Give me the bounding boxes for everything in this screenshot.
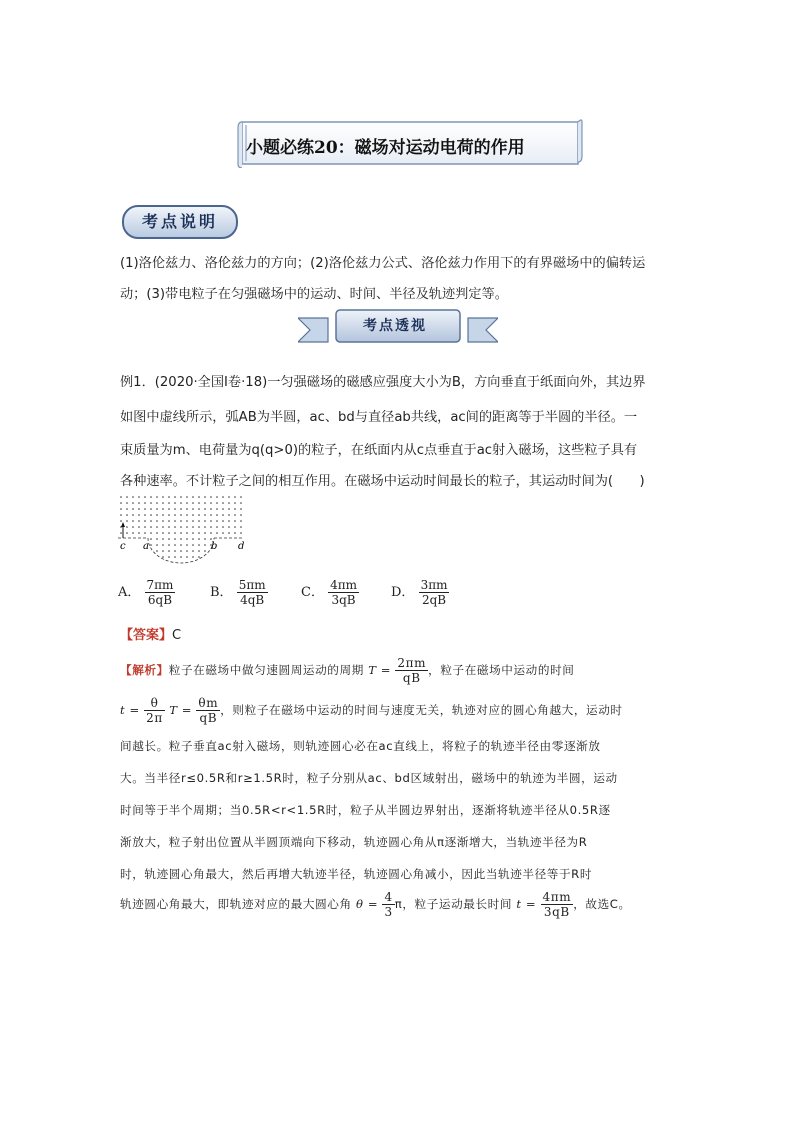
field-dot [210, 496, 212, 498]
magnetic-field-figure [118, 494, 250, 570]
field-dot [180, 514, 182, 516]
field-dot [156, 544, 158, 546]
field-dot [234, 520, 236, 522]
field-dot [132, 514, 134, 516]
field-dot [192, 550, 194, 552]
field-dot [192, 544, 194, 546]
field-dot [126, 508, 128, 510]
analysis-line-2: t = $\frac{\theta}{2\pi}$ T = $\frac{\theta m}{qB}$ ，则粒子在磁场中运动的时间与速度无关，轨迹对应的圆心角越大，运动时 [120, 696, 623, 725]
field-dot [138, 532, 140, 534]
field-dot [234, 526, 236, 528]
label-c: c [120, 541, 126, 552]
question-line-1: 例1．(2020·全国Ⅰ卷·18)一匀强磁场的磁感应强度大小为B，方向垂直于纸面向外，其边界 [120, 375, 646, 390]
field-dot [198, 520, 200, 522]
arrow-head-icon [121, 522, 125, 527]
max-time-fraction: $\frac{4\pi m}{3qB}$ [542, 890, 572, 919]
field-dot [150, 502, 152, 504]
field-dot [156, 496, 158, 498]
field-dot [162, 544, 164, 546]
field-dot [168, 538, 170, 540]
field-dot [120, 532, 122, 534]
field-dot [204, 520, 206, 522]
field-dot [204, 532, 206, 534]
field-dot [204, 514, 206, 516]
field-dot [168, 532, 170, 534]
field-dot [132, 502, 134, 504]
analysis-line-3: 间越长。粒子垂直ac射入磁场，则轨迹圆心必在ac直线上，将粒子的轨迹半径由零逐渐放 [120, 739, 601, 753]
field-dot [234, 532, 236, 534]
field-dot [174, 526, 176, 528]
field-dot [150, 514, 152, 516]
field-dot [180, 520, 182, 522]
field-dot [156, 514, 158, 516]
field-dot [234, 496, 236, 498]
field-dot [216, 508, 218, 510]
label-d: d [238, 541, 245, 552]
field-dot [144, 508, 146, 510]
field-dot [126, 502, 128, 504]
section-badge-exam-points: 考点说明 [141, 212, 218, 231]
field-dot [174, 556, 176, 558]
field-dot [180, 532, 182, 534]
field-dot [228, 514, 230, 516]
field-dot [168, 514, 170, 516]
field-dot [174, 538, 176, 540]
field-dot [168, 502, 170, 504]
field-dot [162, 532, 164, 534]
field-dot [162, 556, 164, 558]
field-dot [192, 556, 194, 558]
field-dot [186, 508, 188, 510]
field-dot [192, 502, 194, 504]
field-dot [240, 502, 242, 504]
option-a-fraction: $\frac{7\pi m}{6qB}$ [146, 578, 174, 607]
field-dot [192, 520, 194, 522]
field-dot [240, 526, 242, 528]
answer-value: C [172, 628, 182, 643]
field-dot [204, 544, 206, 546]
field-dot [204, 526, 206, 528]
period-formula: $\frac{2\pi m}{qB}$ [397, 656, 427, 685]
option-d[interactable]: D． $\frac{3\pi m}{2qB}$ [391, 578, 448, 607]
field-dot [150, 532, 152, 534]
field-dot [192, 508, 194, 510]
analysis-line-8: 轨迹圆心角最大，即轨迹对应的最大圆心角 θ = $\frac{4}{3}$ π，粒子运动最长时间 t = $\frac{4\pi m}{3qB}$ ，故选C。 [120, 890, 631, 919]
field-dot [210, 532, 212, 534]
field-dot [126, 496, 128, 498]
field-dot [240, 520, 242, 522]
field-dot [120, 520, 122, 522]
exam-points-line-2: 动；(3)带电粒子在匀强磁场中的运动、时间、半径及轨迹判定等。 [120, 287, 508, 302]
field-dot [240, 532, 242, 534]
field-dot [210, 514, 212, 516]
field-dot [120, 502, 122, 504]
field-dot [216, 514, 218, 516]
field-dot [168, 556, 170, 558]
field-dot [234, 514, 236, 516]
field-dot [150, 526, 152, 528]
field-dot [162, 550, 164, 552]
field-dot [156, 532, 158, 534]
field-dot [126, 514, 128, 516]
field-dot [180, 502, 182, 504]
field-dot [198, 496, 200, 498]
field-dot [156, 538, 158, 540]
field-dot [132, 520, 134, 522]
field-dot [162, 508, 164, 510]
field-dot [240, 508, 242, 510]
field-dot [174, 544, 176, 546]
question-line-3: 束质量为m、电荷量为q(q>0)的粒子，在纸面内从c点垂直于ac射入磁场，这些粒子具有 [120, 443, 638, 458]
field-dot [144, 502, 146, 504]
field-dot [222, 520, 224, 522]
option-c[interactable]: C． $\frac{4\pi m}{3qB}$ [301, 578, 357, 607]
field-dot [180, 526, 182, 528]
field-dot [150, 496, 152, 498]
field-dot [186, 556, 188, 558]
field-dot [168, 550, 170, 552]
field-dot [162, 502, 164, 504]
field-dot [150, 544, 152, 546]
option-c-fraction: $\frac{4\pi m}{3qB}$ [330, 578, 357, 607]
time-fraction-2: $\frac{\theta m}{qB}$ [198, 696, 219, 725]
option-a[interactable]: A． $\frac{7\pi m}{6qB}$ [118, 578, 174, 607]
field-dot [198, 514, 200, 516]
field-dot [168, 520, 170, 522]
field-dot [186, 496, 188, 498]
section-ribbon-exam-insight: 考点透视 [363, 318, 427, 334]
field-dot [198, 502, 200, 504]
field-dot [120, 496, 122, 498]
field-dot [198, 508, 200, 510]
field-dot [240, 514, 242, 516]
option-b[interactable]: B． $\frac{5\pi m}{4qB}$ [210, 578, 266, 607]
field-dots [120, 496, 245, 558]
field-dot [174, 502, 176, 504]
field-dot [132, 496, 134, 498]
field-dot [204, 502, 206, 504]
field-dot [192, 526, 194, 528]
max-angle-fraction: $\frac{4}{3}$ [384, 890, 393, 919]
field-dot [186, 544, 188, 546]
exam-points-line-1: (1)洛伦兹力、洛伦兹力的方向；(2)洛伦兹力公式、洛伦兹力作用下的有界磁场中的偏转运 [120, 256, 646, 271]
label-a: a [143, 541, 149, 552]
time-fraction-1: $\frac{\theta}{2\pi}$ [146, 696, 163, 725]
field-dot [186, 502, 188, 504]
field-dot [174, 532, 176, 534]
field-dot [162, 496, 164, 498]
field-dot [144, 496, 146, 498]
field-dot [180, 550, 182, 552]
field-dot [138, 508, 140, 510]
field-dot [198, 532, 200, 534]
field-dot [156, 508, 158, 510]
field-dot [120, 508, 122, 510]
field-dot [198, 526, 200, 528]
analysis-line-1: 【解析】粒子在磁场中做匀速圆周运动的周期 T = $\frac{2\pi m}{qB}$ ，粒子在磁场中运动的时间 [120, 656, 575, 685]
field-dot [228, 526, 230, 528]
field-dot [234, 508, 236, 510]
option-b-fraction: $\frac{5\pi m}{4qB}$ [238, 578, 266, 607]
field-dot [138, 514, 140, 516]
field-dot [222, 532, 224, 534]
field-dot [162, 538, 164, 540]
field-dot [144, 532, 146, 534]
label-b: b [211, 541, 218, 552]
field-dot [216, 520, 218, 522]
field-dot [168, 508, 170, 510]
field-dot [174, 514, 176, 516]
field-dot [180, 508, 182, 510]
page-title: 小题必练20：磁场对运动电荷的作用 [246, 138, 525, 158]
field-dot [174, 508, 176, 510]
field-dot [234, 502, 236, 504]
field-dot [216, 496, 218, 498]
analysis-label: 【解析】 [120, 663, 169, 677]
field-dot [228, 502, 230, 504]
field-dot [168, 496, 170, 498]
field-dot [120, 514, 122, 516]
field-dot [156, 550, 158, 552]
field-dot [228, 520, 230, 522]
field-dot [138, 520, 140, 522]
field-dot [222, 508, 224, 510]
analysis-line-6: 渐放大，粒子射出位置从半圆顶端向下移动，轨迹圆心角从π逐渐增大，当轨迹半径为R [120, 835, 588, 849]
field-dot [168, 526, 170, 528]
field-dot [204, 550, 206, 552]
question-line-4: 各种速率。不计粒子之间的相互作用。在磁场中运动时间最长的粒子，其运动时间为( ) [120, 474, 645, 489]
analysis-line-7: 时，轨迹圆心角最大，然后再增大轨迹半径，轨迹圆心角减小，因此当轨迹半径等于R时 [120, 867, 593, 881]
field-dot [174, 550, 176, 552]
field-dot [204, 538, 206, 540]
field-dot [198, 556, 200, 558]
field-dot [186, 532, 188, 534]
field-dot [210, 508, 212, 510]
field-dot [192, 532, 194, 534]
analysis-line-4: 大。当半径r≤0.5R和r≥1.5R时，粒子分别从ac、bd区域射出，磁场中的轨迹为半圆，运动 [120, 771, 618, 785]
field-dot [132, 508, 134, 510]
field-dot [216, 502, 218, 504]
field-dot [162, 526, 164, 528]
field-dot [138, 502, 140, 504]
field-dot [228, 508, 230, 510]
field-dot [210, 538, 212, 540]
field-dot [126, 526, 128, 528]
field-dot [138, 526, 140, 528]
field-dot [192, 514, 194, 516]
field-dot [186, 550, 188, 552]
field-dot [180, 544, 182, 546]
field-dot [198, 550, 200, 552]
field-dot [132, 532, 134, 534]
field-dot [198, 544, 200, 546]
field-dot [150, 508, 152, 510]
question-line-2: 如图中虚线所示，弧AB为半圆，ac、bd与直径ab共线，ac间的距离等于半圆的半径。一 [120, 410, 638, 425]
field-dot [204, 496, 206, 498]
field-dot [132, 526, 134, 528]
field-dot [204, 508, 206, 510]
field-dot [186, 520, 188, 522]
field-dot [174, 496, 176, 498]
field-dot [144, 526, 146, 528]
field-dot [156, 502, 158, 504]
field-dot [228, 496, 230, 498]
field-dot [228, 532, 230, 534]
field-dot [186, 526, 188, 528]
field-dot [192, 496, 194, 498]
field-dot [162, 520, 164, 522]
field-dot [138, 496, 140, 498]
field-dot [210, 502, 212, 504]
analysis-line-5: 时间等于半个周期；当0.5R<r<1.5R时，粒子从半圆边界射出，逐渐将轨迹半径从0.5R逐 [120, 803, 611, 817]
field-dot [198, 538, 200, 540]
answer-label: 【答案】 [120, 628, 173, 643]
field-dot [126, 520, 128, 522]
field-dot [180, 496, 182, 498]
field-dot [156, 526, 158, 528]
field-dot [210, 526, 212, 528]
field-dot [222, 526, 224, 528]
field-dot [180, 538, 182, 540]
field-dot [150, 520, 152, 522]
field-dot [240, 496, 242, 498]
field-dot [210, 520, 212, 522]
field-dot [144, 514, 146, 516]
field-dot [144, 520, 146, 522]
field-dot [126, 532, 128, 534]
field-dot [180, 556, 182, 558]
field-dot [192, 538, 194, 540]
field-dot [186, 514, 188, 516]
field-dot [168, 544, 170, 546]
field-dot [186, 538, 188, 540]
field-dot [222, 496, 224, 498]
field-dot [222, 502, 224, 504]
field-dot [216, 526, 218, 528]
field-dot [222, 514, 224, 516]
field-dot [174, 520, 176, 522]
field-dot [216, 532, 218, 534]
field-dot [156, 520, 158, 522]
field-dot [162, 514, 164, 516]
field-dot [150, 538, 152, 540]
answer [120, 624, 181, 643]
option-d-fraction: $\frac{3\pi m}{2qB}$ [420, 578, 448, 607]
